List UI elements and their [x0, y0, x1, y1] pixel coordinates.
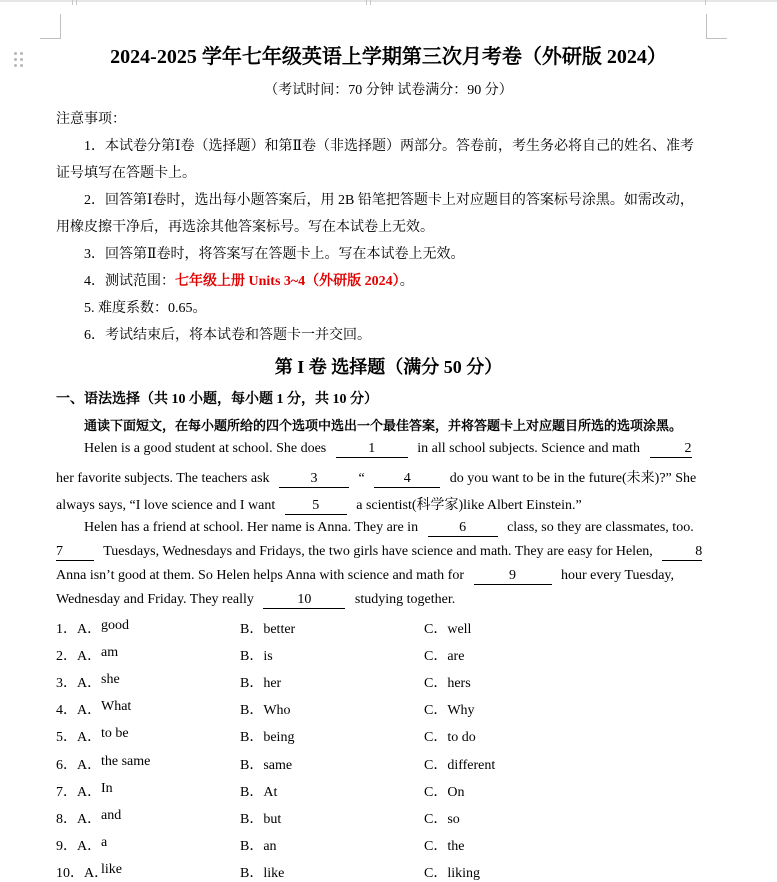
option-a[interactable]: good	[101, 618, 129, 633]
option-b[interactable]: B．better	[240, 622, 296, 637]
note-item-4	[84, 270, 414, 290]
note-item-4-prefix: 4．测试范围：	[84, 274, 175, 289]
section-title: 第 I 卷 选择题（满分 50 分）	[274, 357, 503, 377]
instruction: 通读下面短文，在每小题所给的四个选项中选出一个最佳答案，并将答题卡上对应题目所选的选项涂黑。	[84, 418, 683, 433]
passage-line	[56, 544, 706, 564]
blank-9[interactable]: 9	[474, 568, 552, 585]
passage-line	[56, 568, 706, 588]
passage-line	[56, 441, 706, 461]
option-c[interactable]: C．different	[424, 758, 496, 773]
blank-5[interactable]: 5	[285, 498, 347, 515]
option-b[interactable]: B．like	[240, 866, 285, 881]
page-title: 2024-2025 学年七年级英语上学期第三次月考卷（外研版 2024）	[110, 46, 667, 68]
option-c[interactable]: C．the	[424, 839, 465, 854]
question-number: 3．A．	[56, 676, 102, 691]
question-number: 9．A．	[56, 839, 102, 854]
option-a[interactable]: What	[101, 699, 132, 714]
passage-text: “	[358, 471, 365, 486]
passage-line	[56, 520, 706, 540]
passage-line	[56, 467, 706, 487]
passage-text: class, so they are classmates, too.	[507, 520, 694, 535]
note-item-3: 3．回答第Ⅱ卷时，将答案写在答题卡上。写在本试卷上无效。	[84, 247, 465, 262]
option-b[interactable]: B．Who	[240, 703, 291, 718]
top-ruler	[0, 0, 777, 6]
option-b[interactable]: B．is	[240, 649, 273, 664]
passage-text: do you want to be in the future(未来)?” She	[449, 471, 697, 486]
notes-heading: 注意事项：	[56, 112, 126, 127]
option-a[interactable]: like	[101, 862, 122, 877]
passage-line	[56, 494, 706, 514]
exam-info: （考试时间：70 分钟 试卷满分：90 分）	[264, 83, 513, 98]
blank-8[interactable]: 8	[662, 544, 702, 561]
option-a[interactable]: the same	[101, 754, 151, 769]
option-a[interactable]: and	[101, 808, 122, 823]
blank-3[interactable]: 3	[279, 471, 349, 488]
passage-text: Helen is a good student at school. She does	[84, 441, 327, 456]
question-number: 10．A．	[56, 866, 109, 881]
blank-2[interactable]: 2	[650, 441, 692, 458]
passage-text: Helen has a friend at school. Her name is Anna. They are in	[84, 520, 419, 535]
option-c[interactable]: C．Why	[424, 703, 475, 718]
note-item-2: 2．回答第Ⅰ卷时，选出每小题答案后，用 2B 铅笔把答题卡上对应题目的答案标号涂黑。如需改动，	[84, 193, 694, 208]
option-c[interactable]: C．are	[424, 649, 465, 664]
passage-text: studying together.	[354, 592, 456, 607]
blank-1[interactable]: 1	[336, 441, 408, 458]
note-item-1: 1．本试卷分第Ⅰ卷（选择题）和第Ⅱ卷（非选择题）两部分。答卷前，考生务必将自己的姓名、准考	[84, 139, 695, 154]
option-b[interactable]: B．but	[240, 812, 282, 827]
passage-text: always says, “I love science and I want	[56, 498, 276, 513]
note-item-6: 6．考试结束后，将本试卷和答题卡一并交回。	[84, 328, 371, 343]
note-item-1-cont: 证号填写在答题卡上。	[56, 166, 196, 181]
option-c[interactable]: C．to do	[424, 730, 476, 745]
option-a[interactable]: am	[101, 645, 119, 660]
option-c[interactable]: C．well	[424, 622, 472, 637]
blank-4[interactable]: 4	[374, 471, 440, 488]
option-b[interactable]: B．her	[240, 676, 282, 691]
note-item-2-cont: 用橡皮擦干净后，再选涂其他答案标号。写在本试卷上无效。	[56, 220, 434, 235]
question-number: 4．A．	[56, 703, 102, 718]
option-b[interactable]: B．same	[240, 758, 293, 773]
note-item-4-suffix: 。	[399, 274, 414, 289]
passage-text: Wednesday and Friday. They really	[56, 592, 254, 607]
blank-7[interactable]: 7	[56, 544, 94, 561]
option-a[interactable]: she	[101, 672, 120, 687]
passage-text: a scientist(科学家)like Albert Einstein.”	[356, 498, 582, 513]
option-b[interactable]: B．being	[240, 730, 295, 745]
option-b[interactable]: B．an	[240, 839, 277, 854]
option-c[interactable]: C．liking	[424, 866, 481, 881]
option-c[interactable]: C．On	[424, 785, 465, 800]
passage-text: Tuesdays, Wednesdays and Fridays, the two girls have science and math. They are easy for Helen,	[103, 544, 653, 559]
note-item-5: 5. 难度系数：0.65。	[84, 301, 207, 316]
option-c[interactable]: C．hers	[424, 676, 471, 691]
margin-corner-top-left	[40, 14, 61, 39]
option-a[interactable]: to be	[101, 726, 129, 741]
option-a[interactable]: In	[101, 781, 113, 796]
passage-line	[56, 592, 706, 612]
question-number: 5．A．	[56, 730, 102, 745]
option-c[interactable]: C．so	[424, 812, 460, 827]
question-number: 1．A．	[56, 622, 102, 637]
passage-text: in all school subjects. Science and math	[417, 441, 641, 456]
question-number: 2．A．	[56, 649, 102, 664]
question-number: 7．A．	[56, 785, 102, 800]
margin-corner-top-right	[706, 14, 727, 39]
test-range: 七年级上册 Units 3~4（外研版 2024）	[175, 274, 400, 289]
blank-10[interactable]: 10	[263, 592, 345, 609]
passage-text: her favorite subjects. The teachers ask	[56, 471, 270, 486]
passage-text: hour every Tuesday,	[561, 568, 675, 583]
option-a[interactable]: a	[101, 835, 108, 850]
question-number: 8．A．	[56, 812, 102, 827]
passage-text: Anna isn’t good at them. So Helen helps Anna with science and math for	[56, 568, 464, 583]
blank-6[interactable]: 6	[428, 520, 498, 537]
option-b[interactable]: B．At	[240, 785, 278, 800]
part-title: 一、语法选择（共 10 小题，每小题 1 分，共 10 分）	[56, 392, 378, 407]
question-number: 6．A．	[56, 758, 102, 773]
